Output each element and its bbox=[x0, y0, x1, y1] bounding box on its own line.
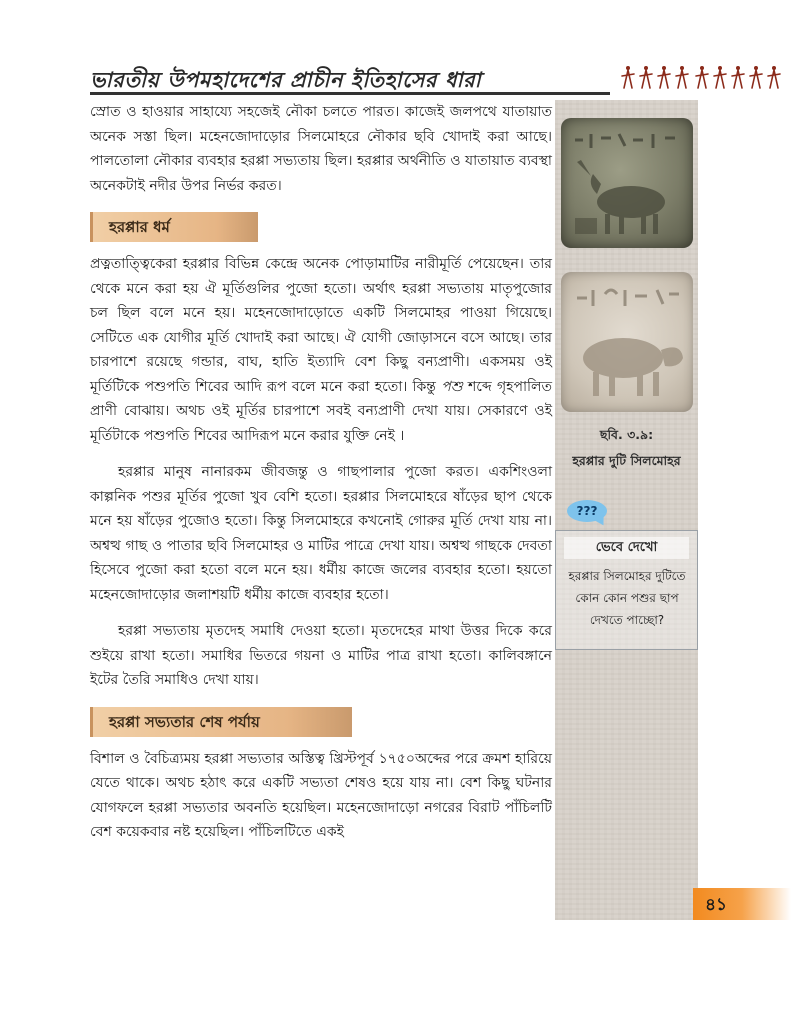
figure-number: ছবি. ৩.৯: bbox=[599, 427, 654, 442]
paragraph-religion-text-1: প্রত্নতাত্ত্বিকেরা হরপ্পার বিভিন্ন কেন্দ্রে অনেক পোড়ামাটির নারীমূর্তি পেয়েছেন। তার থেকে মনে করা হয় ঐ মূর্তিগুলির পুজো হতো। অর্থাৎ হরপ্পা সভ্যতায় মাতৃপুজোর চল ছিল বলে মনে হয়। মহেনজোদাড়োতে একটি সিলমোহর পাওয়া গিয়েছে। সেটিতে এক যোগীর মূর্তি খোদাই করা আছে। ঐ যোগী জোড়াসনে বসে আছে। তার চারপাশে রয়েছে গন্ডার, বাঘ, হাতি ইত্যাদি বেশ কিছু বন্যপ্রাণী। একসময় ওই মূর্তিটিকে পশুপতি শিবের আদি রূপ বলে মনে করা হতো। কিন্তু bbox=[90, 256, 552, 395]
heading-last-phase: হরপ্পা সভ্যতার শেষ পর্যায় bbox=[90, 707, 352, 737]
unicorn-seal-image bbox=[561, 118, 693, 248]
page-header bbox=[90, 58, 755, 98]
bull-seal-icon bbox=[561, 272, 693, 412]
think-box-question: হরপ্পার সিলমোহর দুটিতে কোন কোন পশুর ছাপ দেখতে পাচ্ছো? bbox=[568, 569, 686, 627]
emphasis-word: পশু bbox=[441, 378, 463, 395]
main-text bbox=[90, 100, 552, 857]
figure-caption-text: হরপ্পার দুটি সিলমোহর bbox=[572, 453, 681, 468]
unicorn-seal-icon bbox=[561, 118, 693, 248]
think-box-title: ভেবে দেখো bbox=[564, 537, 689, 559]
chapter-title: ভারতীয় উপমহাদেশের প্রাচীন ইতিহাসের ধারা bbox=[90, 67, 482, 92]
decorative-figures-icon bbox=[618, 62, 788, 94]
paragraph-religion bbox=[90, 252, 552, 448]
page-number: ৪১ bbox=[705, 895, 728, 915]
heading-harappan-religion: হরপ্পার ধর্ম bbox=[90, 212, 258, 242]
paragraph-transport: স্রোত ও হাওয়ার সাহায্যে সহজেই নৌকা চলতে পারত। কাজেই জলপথে যাতায়াত অনেক সস্তা ছিল। মহেনজোদাড়োর সিলমোহরে নৌকার ছবি খোদাই করা আছে। পালতোলা নৌকার ব্যবহার হরপ্পা সভ্যতায় ছিল। হরপ্পার অর্থনীতি ও যাতায়াত ব্যবস্থা অনেকটাই নদীর উপর নির্ভর করত। bbox=[90, 104, 552, 194]
sidebar bbox=[555, 100, 698, 920]
figure-caption bbox=[555, 422, 698, 474]
paragraph-religion-text-2: শব্দে গৃহপালিত প্রাণী বোঝায়। অথচ ওই মূর্তির চারপাশে সবই বন্যপ্রাণী দেখা যায়। সেকারণে ওই মূর্তিটাকে পশুপতি শিবের আদিরূপ মনে করার যুক্তি নেই । bbox=[90, 378, 552, 444]
question-bubble-icon: ??? bbox=[567, 500, 607, 522]
header-rule bbox=[90, 92, 610, 95]
paragraph-burial: হরপ্পা সভ্যতায় মৃতদেহ সমাধি দেওয়া হতো। মৃতদেহের মাথা উত্তর দিকে করে শুইয়ে রাখা হতো। সমাধির ভিতরে গয়না ও মাটির পাত্র রাখা হতো। কালিবঙ্গানে ইটের তৈরি সমাধিও দেখা যায়। bbox=[90, 623, 552, 688]
think-box bbox=[555, 530, 698, 650]
paragraph-decline: বিশাল ও বৈচিত্র্যময় হরপ্পা সভ্যতার অস্তিত্ব খ্রিস্টপূর্ব ১৭৫০অব্দের পরে ক্রমশ হারিয়ে যেতে থাকে। অথচ হঠাৎ করে একটি সভ্যতা শেষও হয়ে যায় না। বেশ কিছু ঘটনার যোগফলে হরপ্পা সভ্যতার অবনতি হয়েছিল। মহেনজোদাড়ো নগরের বিরাট পাঁচিলটি বেশ কয়েকবার নষ্ট হয়েছিল। পাঁচিলটিতে একই bbox=[90, 750, 552, 840]
paragraph-worship: হরপ্পার মানুষ নানারকম জীবজন্তু ও গাছপালার পুজো করত। একশিংওলা কাল্পনিক পশুর মূর্তির পুজো খুব বেশি হতো। হরপ্পার সিলমোহরে ষাঁড়ের ছাপ থেকে মনে হয় ষাঁড়ের পুজোও হতো। কিন্তু সিলমোহরে কখনোই গোরুর মূর্তি দেখা যায় না। অশ্বত্থ গাছ ও পাতার ছবি সিলমোহর ও মাটির পাত্রে দেখা যায়। অশ্বত্থ গাছকে দেবতা হিসেবে পুজো করা হতো বলে মনে হয়। ধর্মীয় কাজে জলের ব্যবহার হতো। হয়তো মহেনজোদাড়োর জলাশয়টি ধর্মীয় কাজে ব্যবহার হতো। bbox=[90, 464, 552, 603]
page-number-tab bbox=[693, 888, 791, 920]
bull-seal-image bbox=[561, 272, 693, 412]
